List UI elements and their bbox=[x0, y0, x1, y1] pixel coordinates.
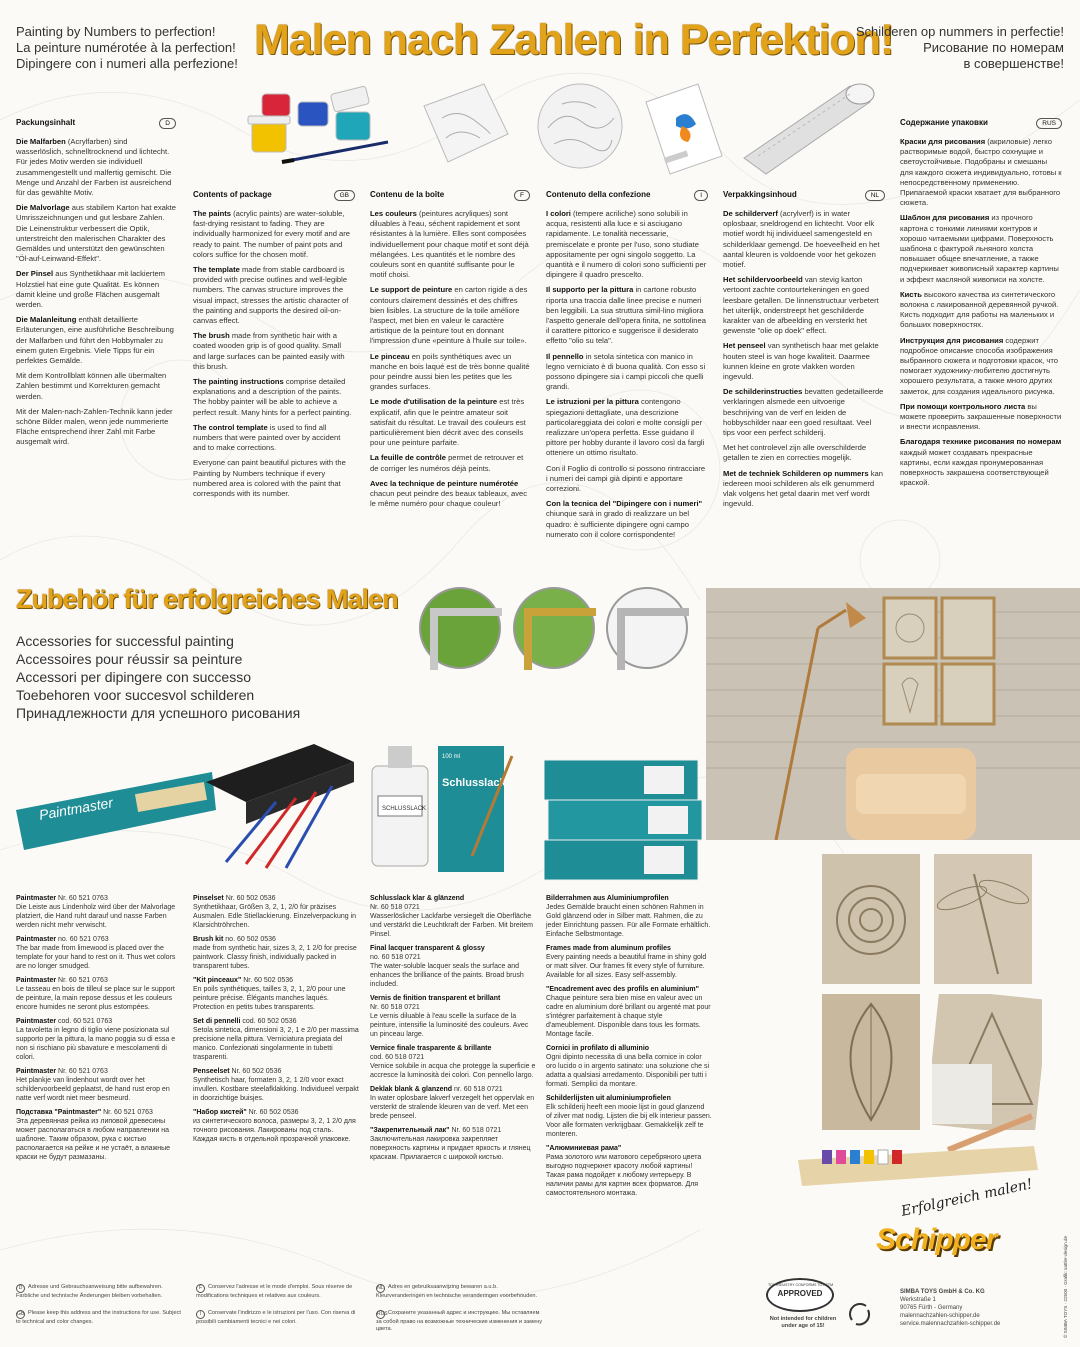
brushes-nl: Penseelset Nr. 60 502 0536 Synthetisch haar, formaten 3, 2, 1 2/0 voor exact invullen. Kostbare steelafklakking. Individueel verpakt in doorzichtige buisjes. bbox=[193, 1068, 359, 1102]
paintmaster-ru: Подставка "Paintmaster" Nr. 60 521 0763 Эта деревянная рейка из липовой древесины может располагаться в любом направлении на шаблоне. Таким образом, рука с кистью располагается на рейке и не устаёт, а влажные краски не будут размазаны. bbox=[16, 1109, 171, 1161]
company-name: SIMBA TOYS GmbH & Co. KG bbox=[900, 1289, 985, 1295]
contents-gb-brush: The brush made from synthetic hair with a coated wooden grip is of good quality. Small and large surfaces can be painted easily with this brush. bbox=[193, 331, 345, 371]
company-service[interactable]: service.malennachzahlen-schipper.de bbox=[900, 1321, 1001, 1327]
approved-ring-text: TOY INDUSTRY CONFORMS TO ASTM bbox=[768, 1283, 834, 1287]
paintmaster-fr: Paintmaster Nr. 60 521 0763 Le tasseau en bois de tilleul se place sur le support de peinture, la main repose dessus et les couleurs encore humides ne seront plus estompées. bbox=[16, 977, 175, 1011]
approved-text: APPROVED bbox=[777, 1289, 823, 1298]
contents-nl bbox=[723, 190, 885, 514]
left-taglines bbox=[16, 24, 246, 72]
contents-gb-instructions: The painting instructions comprise detailed explanations and a description of the paints. The hobby painter will be able to achieve a perfect result. Many hints for a perfect painting. bbox=[193, 377, 352, 417]
footer-note-i: I Conservate l'indirizzo e le istruzioni per l'uso. Con riserva di possibili cambiamenti tecnici e nei colori. bbox=[196, 1310, 356, 1325]
contents-rus-paint: Краски для рисования (акриловые) легко растворимые водой, быстро сохнущие и светоустойчивые. Подобраны и смешаны для каждого сюжета индивидуально, готовы к непосредственному применению. Припагаемой краски хватает для выбранного сюжета. bbox=[900, 137, 1062, 208]
accessories-subtitle-ru: Принадлежности для успешного рисования bbox=[16, 705, 301, 721]
contents-i-title: Contenuto della confezione bbox=[546, 190, 651, 200]
company-address bbox=[900, 1288, 1050, 1328]
contents-de-title: Packungsinhalt bbox=[16, 118, 76, 128]
contents-rus-instructions: Инструкция для рисования содержит подробное описание способа изображения выбранного сюжета и подготовки красок, что помогает художнику-любителю достигнуть хорошего результата, а также много других заметок, для создания идеального рисунка. bbox=[900, 335, 1058, 396]
accessories-subtitle-en: Accessories for successful painting bbox=[16, 633, 234, 649]
footer-note-gb: GB Please keep this address and the instructions for use. Subject to technical and color changes. bbox=[16, 1310, 181, 1325]
lacquer-fr: Vernis de finition transparent et brillant Nr. 60 518 0721 Le vernis diluable à l'eau scelle la surface de la peinture, intensifie la luminosité des couleurs. Avec un pinceau large. bbox=[370, 995, 529, 1038]
paintmaster-with-paints-photo bbox=[798, 1110, 1038, 1190]
contents-de-brush: Der Pinsel aus Synthetikhaar mit lackiertem Holzstiel hat eine gute Qualität. Es können damit kleine und große Flächen ausgemalt werden. bbox=[16, 269, 165, 310]
lang-badge-i: I bbox=[694, 190, 708, 201]
frame-corner-gold bbox=[512, 586, 596, 670]
approved-badge bbox=[766, 1278, 834, 1312]
contents-de-control: Mit dem Kontrollblatt können alle übermalten Zahlen bestimmt und Korrekturen gemacht werden. bbox=[16, 371, 167, 401]
accessory-paintmaster-column bbox=[16, 894, 182, 1167]
contents-nl-paint: De schilderverf (acrylverf) is in water oplosbaar, sneldrogend en lichtecht. Voor elk motief wordt hij individueel samengesteld en schilderklaar gemengd. De hoeveelheid en het aantal kleuren is voldoende voor het gekozen motief. bbox=[723, 209, 880, 270]
contents-gb-paint: The paints (acrylic paints) are water-soluble, fast-drying resistant to fading. They are individually harmonized for every motif and are ready to paint. The number of paint pots and colors suffice for the chosen motif. bbox=[193, 209, 351, 259]
lang-badge-f: F bbox=[514, 190, 530, 201]
lacquer-it: Vernice finale trasparente & brillante cod. 60 518 0721 Vernice solubile in acqua che protegge la superficie e accresce la luminosità dei colori. Con pennello largo. bbox=[370, 1045, 536, 1079]
paintmaster-product-photo bbox=[16, 770, 216, 850]
accessories-subtitle-fr: Accessoires pour réussir sa peinture bbox=[16, 651, 243, 667]
paintmaster-box-label: Paintmaster bbox=[37, 794, 115, 823]
contents-i-instructions: Le istruzioni per la pittura contengono spiegazioni dettagliate, una descrizione particolareggiata dei colori e molte consigli per realizzare un'opera perfetta. Esse guidano il pittore per hobby durante il lavoro così da fargli ottenere un ottimo risultato. bbox=[546, 397, 705, 458]
contents-f-title: Contenu de la boîte bbox=[370, 190, 445, 200]
contents-f-technique: Avec la technique de peinture numérotée chacun peut peindre des beaux tableaux, avec le même numéro pour chaque couleur! bbox=[370, 478, 528, 509]
page-title: Malen nach Zahlen in Perfektion! bbox=[254, 16, 894, 64]
lacquer-en: Final lacquer transparent & glossy no. 60 518 0721 The water-soluble lacquer seals the surface and enhances the brilliance of the paints. Broad brush included. bbox=[370, 945, 524, 988]
contents-gb bbox=[193, 190, 355, 504]
brushes-de: Pinselset Nr. 60 502 0536 Synthetikhaar, Größen 3, 2, 1, 2/0 für präzises Ausmalen. Edle Stiellackierung. Einzelverpackung in Klarsichtröhrchen. bbox=[193, 895, 357, 929]
footer-note-rus: RUSСохраните указанный адрес и инструкцию. Мы оставляем за собой право на возможные технические изменения и замену цвета. bbox=[376, 1310, 543, 1332]
frame-corner-silver bbox=[605, 586, 689, 670]
brand-slogan: Erfolgreich malen! bbox=[899, 1176, 1034, 1220]
room-scene-photo bbox=[706, 588, 1080, 840]
contents-i bbox=[546, 190, 708, 545]
contents-i-control: Con il Foglio di controllo si possono rintracciare i numeri dei campi già dipinti e apportare correzioni. bbox=[546, 463, 706, 494]
footer-notes bbox=[16, 1284, 543, 1333]
lacquer-nl: Deklak blank & glanzend nr. 60 518 0721 In water oplosbare lakverf verzegelt het oppervlak en versterkt de stralende kleuren van de verf. Met een brede penseel. bbox=[370, 1086, 535, 1120]
instruction-booklet-illustration bbox=[636, 78, 728, 176]
tagline-fr: La peinture numérotée à la perfection! bbox=[16, 40, 236, 55]
accessories-subtitle-nl: Toebehoren voor succesvol schilderen bbox=[16, 687, 255, 703]
contents-i-technique: Con la tecnica del "Dipingere con i numeri" chiunque sarà in grado di realizzare un bel quadro: è sufficiente dipingere ogni campo numerato con il colore corrispondente! bbox=[546, 499, 703, 539]
accessories-subtitles bbox=[16, 632, 416, 722]
canvas-template-illustration bbox=[414, 78, 514, 170]
contents-f-template: Le support de peinture en carton rigide a des contours clairement dessinés et des chiffres bien lisibles. La structure de la toile améliore l'aspect, met bien en valeur le caractère artistique de la peinture tout en donnant l'impression d'une «peinture à l'huile sur toile». bbox=[370, 285, 528, 346]
accessories-subtitle-it: Accessori per dipingere con successo bbox=[16, 669, 252, 685]
contents-f-brush: Le pinceau en poils synthétiques avec un manche en bois laqué est de très bonne qualité pour peindre aussi bien les petites que les grandes surfaces. bbox=[370, 351, 530, 392]
paint-pots-illustration bbox=[242, 76, 392, 168]
contents-gb-template: The template made from stable cardboard is provided with precise outlines and well-legible numbers. The canvas structure improves the visual impact, stresses the artistic character of the painting and supports the desired oil-on-canvas effect. bbox=[193, 265, 349, 326]
contents-nl-instructions: De schilderinstructies bevatten gedetailleerde verklaringen alsmede een uitvoerige beschrijving van de verf en leiden de hobbyschilder naar een goed resultaat. Veel tips voor een perfect schilderij. bbox=[723, 387, 884, 438]
lang-badge-gb: GB bbox=[334, 190, 355, 201]
rolled-canvas-illustration bbox=[738, 72, 880, 176]
schipper-logo: Schipper bbox=[876, 1223, 997, 1256]
footer-note-f: F Conservez l'adresse et le mode d'emploi. Sous réserve de modifications techniques et relatives aux couleurs. bbox=[196, 1284, 353, 1299]
paintmaster-de: Paintmaster Nr. 60 521 0763 Die Leiste aus Lindenholz wird über der Malvorlage platziert, die Hand ruht darauf und nasse Farben werden nicht mehr verwischt. bbox=[16, 895, 176, 929]
contents-f-control: La feuille de contrôle permet de retrouver et de corriger les numéros déjà peints. bbox=[370, 453, 524, 473]
fossil-dragonfly-painting bbox=[934, 854, 1032, 984]
contents-f bbox=[370, 190, 530, 514]
contents-rus bbox=[900, 118, 1062, 494]
tagline-it: Dipingere con i numeri alla perfezione! bbox=[16, 56, 238, 71]
contents-i-template: Il supporto per la pittura in cartone robusto riporta una traccia dalle linee precise e numeri ben leggibili. La sua struttura simil-lino migliora l'aspetto generale dell'opera finita, ne sottolinea il carattere pittorico e suggerisce il desiderato effetto "olio su tela". bbox=[546, 285, 706, 346]
lacquer-product-photo bbox=[368, 736, 538, 876]
fossil-ammonite-painting bbox=[822, 854, 920, 984]
lacquer-box-label: Schlusslack bbox=[442, 777, 506, 789]
lacquer-box-volume: 100 ml bbox=[442, 754, 461, 760]
lacquer-bottle-label: SCHLUSSLACK bbox=[382, 806, 427, 812]
accessory-brushes-column bbox=[193, 894, 359, 1149]
frames-de: Bilderrahmen aus Aluminiumprofilen Jedes Gemälde braucht einen schönen Rahmen in Gold glänzend oder in Silber matt. Rahmen, die zu jeder Einrichtung passen. Für alle Formate erhältlich. Einfache Selbstmontage. bbox=[546, 895, 711, 938]
contents-rus-template: Шаблон для рисования из прочного картона с тонкими линиями контуров и хорошо читаемыми цифрами. Поверхность шаблона с фактурой льняного холста повышает общее впечатление, а также подчеркивает живописный характер картины и эффект масляной живописи на холсте. bbox=[900, 213, 1059, 284]
contents-nl-technique: Met de techniek Schilderen op nummers kan iedereen mooi schilderen als elk genummerd vlak volgens het getal daarin met verf wordt ingevuld. bbox=[723, 468, 883, 509]
frames-en: Frames made from aluminum profiles Every painting needs a beautiful frame in shiny gold or matt silver. Our frames fit every style of furniture. Available for all sizes. Easy self-assembly. bbox=[546, 945, 707, 979]
contents-nl-control: Met het controlevel zijn alle overschilderde getallen te zien en correcties mogelijk. bbox=[723, 443, 867, 463]
paintmaster-en: Paintmaster no. 60 521 0763 The bar made from limewood is placed over the template for your hand to rest on it. Thus wet colors are no longer smudged. bbox=[16, 936, 176, 970]
copyright-vertical: © SIMBA TOYS · 22500 · Grafik: sattler-design.de bbox=[1063, 1235, 1068, 1338]
recycle-icon bbox=[846, 1300, 874, 1328]
contents-nl-title: Verpakkingsinhoud bbox=[723, 190, 797, 200]
contents-nl-heading bbox=[723, 190, 885, 201]
accessories-title: Zubehör für erfolgreiches Malen bbox=[16, 584, 398, 614]
contents-rus-title: Содержание упаковки bbox=[900, 118, 988, 128]
frames-product-boxes bbox=[544, 752, 704, 882]
contents-gb-control: The control template is used to find all numbers that were painted over by accident and to make corrections. bbox=[193, 422, 341, 453]
contents-nl-brush: Het penseel van synthetisch haar met gelakte houten steel is van hoge kwaliteit. Daarmee kunnen kleine en grote vlakken worden ingevuld. bbox=[723, 341, 879, 382]
contents-i-brush: Il pennello in setola sintetica con manico in legno verniciato è di buona qualità. Con esso si possono dipingere sia i campi piccoli che quelli grandi. bbox=[546, 351, 706, 392]
lacquer-de: Schlusslack klar & glänzend Nr. 60 518 0721 Wasserlöslicher Lackfarbe versiegelt die Oberfläche und verstärkt die Leuchtkraft der Farben. Mit breitem Pinsel. bbox=[370, 895, 534, 938]
contents-de-heading bbox=[16, 118, 176, 129]
brush-set-product-photo bbox=[196, 742, 356, 872]
accessory-frames-column bbox=[546, 894, 712, 1203]
brushes-ru: "Набор кистей" Nr. 60 502 0536 из синтетического волоса, размеры 3, 2, 1 2/0 для точного рисования. Лакированы под сталь. Каждая кисть в отдельной прозрачной упаковке. bbox=[193, 1109, 356, 1143]
tagline-en: Painting by Numbers to perfection! bbox=[16, 24, 216, 39]
contents-gb-title: Contents of package bbox=[193, 190, 272, 200]
lang-badge-d: D bbox=[159, 118, 176, 129]
brushes-en: Brush kit no. 60 502 0536 made from synthetic hair, sizes 3, 2, 1 2/0 for precise paintwork. Classy finish, individually packed in transparent tubes. bbox=[193, 936, 357, 970]
contents-i-heading bbox=[546, 190, 708, 201]
contents-f-heading bbox=[370, 190, 530, 201]
contents-de-template: Die Malvorlage aus stabilem Karton hat exakte Umrisszeichnungen und gut lesbare Zahlen. Die Leinenstruktur verbessert die Optik, unterstreicht den malerischen Charakter des Gemäldes und unterstützt den gewünschten "Öl-auf-Leinwand-Effekt". bbox=[16, 203, 176, 264]
frames-it: Cornici in profilato di alluminio Ogni dipinto necessita di una bella cornice in color oro lucido o in argento satinato: una soluzione che si adatta a qualsiasi arredamento. Disponibili per tutti i formati. Semplici da montare. bbox=[546, 1045, 710, 1088]
age-warning: Not intended for children under age of 15! bbox=[769, 1316, 837, 1329]
tagline-nl: Schilderen op nummers in perfectie! bbox=[855, 24, 1064, 39]
contents-i-paint: I colori (tempere acriliche) sono solubili in acqua, resistenti alla luce e si asciugano rapidamente. Le tonalità necessarie, premiscelate e pronte per l'uso, sono studiate appositamente per ogni singolo soggetto. La quantità e il numero di colori sono sufficienti per dipingere il quadro prescelto. bbox=[546, 209, 707, 280]
company-city: 90765 Fürth - Germany bbox=[900, 1305, 963, 1311]
contents-f-instructions: Le mode d'utilisation de la peinture est très explicatif, afin que le peintre amateur soit satisfait du résultat. Le travail des couleurs est particulièrement bien décrit avec des conseils pour une peinture parfaite. bbox=[370, 397, 526, 448]
tagline-ru-1: Рисование по номерам bbox=[923, 40, 1064, 55]
contents-de-technique: Mit der Malen-nach-Zahlen-Technik kann jeder schöne Bilder malen, wenn jede nummerierte Fläche entsprechend ihrer Zahl mit Farbe ausgemalt wird. bbox=[16, 406, 173, 447]
tagline-ru-2: в совершенстве! bbox=[963, 56, 1064, 71]
contents-rus-control: При помощи контрольного листа вы можете проверить закрашенные поверхности и внести исправления. bbox=[900, 401, 1062, 432]
accessory-lacquer-column bbox=[370, 894, 536, 1167]
control-sheet-illustration bbox=[532, 78, 628, 174]
right-taglines bbox=[834, 24, 1064, 72]
lacquer-ru: "Закрепительный лак" Nr. 60 518 0721 Заключительная лакировка закрепляет поверхность картины и придает яркость и глянец краскам. Прилагается с широкой кистью. bbox=[370, 1127, 531, 1161]
frame-corner-silver-green bbox=[418, 586, 502, 670]
paintmaster-it: Paintmaster cod. 60 521 0763 La tavoletta in legno di tiglio viene posizionata sul supporto per la pittura, la mano poggia su di essa e non si rischiano più sbavature e mescolamenti di colori. bbox=[16, 1018, 176, 1061]
brushes-fr: "Kit pinceaux" Nr. 60 502 0536 En poils synthétiques, tailles 3, 2, 1, 2/0 pour une peinture précise. Élégants manches laqués. Protection en petits tubes transparents. bbox=[193, 977, 346, 1011]
contents-de-instructions: Die Malanleitung enthält detaillierte Erläuterungen, eine ausführliche Beschreibung der Malfarben und führt den Hobbymaler zu einem guten Ergebnis. Viele Tipps für ein perfektes Gemälde. bbox=[16, 315, 174, 366]
contents-f-paint: Les couleurs (peintures acryliques) sont diluables à l'eau, séchent rapidement et sont résistantes à la lumière. Elles sont composées individuellement pour chaque motif et sont déjà mélangées. Les quantités et le nombre des couleurs sont en quantité suffisante pour le motif choisi. bbox=[370, 209, 529, 280]
contents-rus-heading bbox=[900, 118, 1062, 129]
contents-rus-technique: Благодаря технике рисования по номерам каждый может создавать прекрасные картины, если каждая пронумерованная поверхность закрашена соответствующей краской. bbox=[900, 437, 1062, 488]
contents-de bbox=[16, 118, 176, 453]
footer-note-d: D Adresse und Gebrauchsanweisung bitte aufbewahren. Farbliche und technische Änderungen bleiben vorbehalten. bbox=[16, 1284, 163, 1299]
contents-gb-technique: Everyone can paint beautiful pictures with the Painting by Numbers technique if every numbered area is colored with the paint that corresponds with its number. bbox=[193, 458, 346, 499]
contents-gb-heading bbox=[193, 190, 355, 201]
company-street: Werkstraße 1 bbox=[900, 1297, 936, 1303]
brushes-it: Set di pennelli cod. 60 502 0536 Setola sintetica, dimensioni 3, 2, 1 e 2/0 per massima precisione nella pittura. Verniciatura pregiata del manico. Confezionati singolarmente in tubetti trasparenti. bbox=[193, 1018, 359, 1061]
contents-de-paint: Die Malfarben (Acrylfarben) sind wasserlöslich, schnelltrocknend und lichtecht. Für jedes Motiv werden sie individuell zusammengestellt und malfertig gemischt. Die Menge und Anzahl der Farben ist ausreichend für das gewählte Motiv. bbox=[16, 137, 172, 198]
contents-nl-template: Het schildervoorbeeld van stevig karton vertoont zachte contourtekeningen en goed leesbare getallen. De linnenstructuur verbetert het uiterlijk, onderstreept het geschilderde karakter van de afbeelding en versterkt het gewenste "olie op doek" effect. bbox=[723, 275, 879, 336]
company-web[interactable]: malennachzahlen-schipper.de bbox=[900, 1313, 980, 1319]
footer-note-nl: NL Adres en gebruiksaanwijzing bewaren a.u.b. Kleurveranderingen en technische veranderingen voorbehouden. bbox=[376, 1284, 538, 1299]
paintmaster-nl: Paintmaster Nr. 60 521 0763 Het plankje van lindenhout wordt over het schildervoorbeeld geplaatst, de hand rust erop en natte verf wordt niet meer besmeurd. bbox=[16, 1068, 170, 1102]
frames-ru: "Алюминиевая рама" Рама золотого или матового серебряного цвета выгодно подчеркнет красоту любой картины! Такая рама подойдет к любому интерьеру. В наличии рамы для картин всех форматов. Для самостоятельного монтажа. bbox=[546, 1145, 702, 1197]
lang-badge-rus: RUS bbox=[1036, 118, 1062, 129]
lang-badge-nl: NL bbox=[865, 190, 885, 201]
frames-nl: Schilderlijsten uit aluminiumprofielen Elk schilderij heeft een mooie lijst in goud glanzend of zilver mat nodig. Lijsten die bij elk interieur passen. Voor alle formaten verkrijgbaar. Gemakkelijk zelf te monteren. bbox=[546, 1095, 712, 1138]
contents-rus-brush: Кисть высокого качества из синтетического волокна с лакированной деревянной ручкой. Кисть подходит для работы на маленьких и больших поверхностях. bbox=[900, 289, 1059, 330]
frames-fr: "Encadrement avec des profils en aluminium" Chaque peinture sera bien mise en valeur avec un cadre en aluminium doré brillant ou argenté mat pour s'intégrer parfaitement à chaque style d'ameublement. Disponible dans tous les formats. Montage facile. bbox=[546, 986, 711, 1038]
